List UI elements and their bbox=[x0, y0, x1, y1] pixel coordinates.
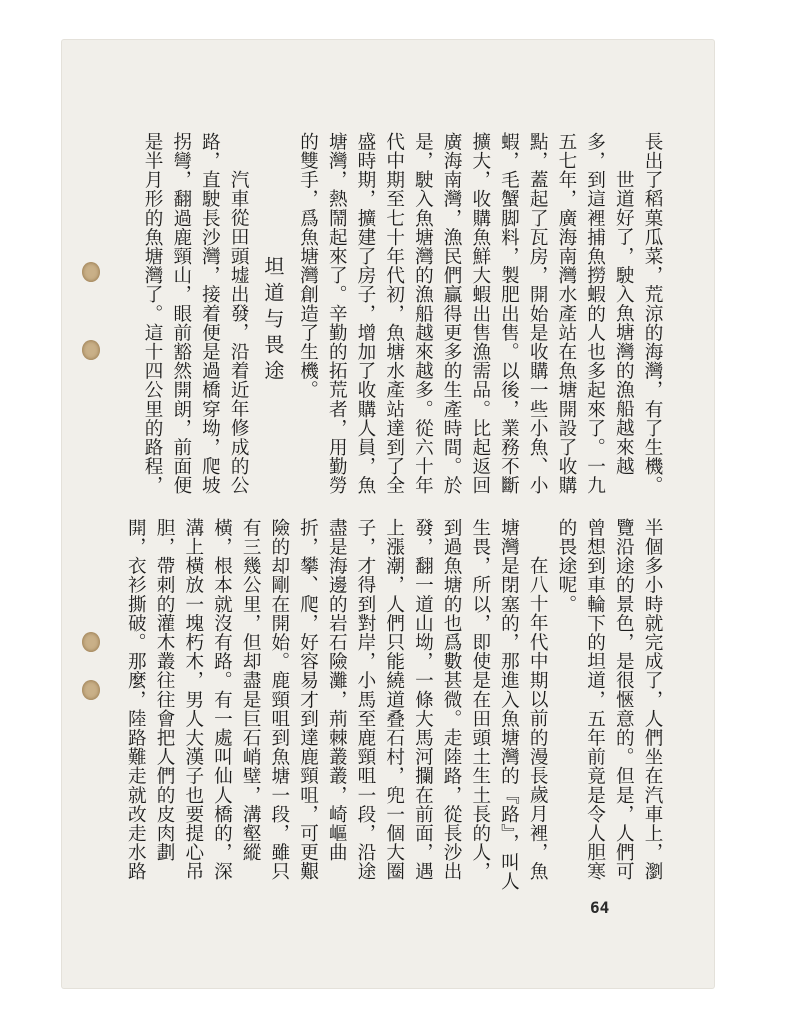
text-line: 五七年，廣海南灣水產站在魚塘開設了收購 bbox=[555, 132, 577, 495]
text-line: 長出了稻菓瓜菜，荒涼的海灣，有了生機。 bbox=[642, 132, 663, 495]
text-line: 曾想到車輪下的坦道，五年前竟是令人胆寒 bbox=[584, 518, 606, 881]
binding-hole-lower bbox=[82, 632, 100, 652]
text-line: 世道好了，駛入魚塘灣的漁船越來越 bbox=[613, 170, 635, 476]
text-line: 路，直駛長沙灣，接着便是過橋穿坳，爬坡 bbox=[199, 132, 221, 495]
text-line: 是，駛入魚塘灣的漁船越來越多。從六十年 bbox=[412, 132, 434, 495]
text-line: 有三幾公里，但却盡是巨石峭壁，溝壑縱 bbox=[240, 518, 262, 862]
page-number: 64 bbox=[590, 898, 610, 917]
book-page bbox=[62, 40, 714, 988]
text-line: 廣海南灣，漁民們贏得更多的生產時間。於 bbox=[441, 132, 463, 495]
text-line: 盡是海邊的岩石險灘，荊棘叢叢，崎嶇曲 bbox=[326, 518, 348, 862]
text-line: 是半月形的魚塘灣了。這十四公里的路程， bbox=[142, 132, 164, 495]
text-line: 半個多小時就完成了，人們坐在汽車上，瀏 bbox=[642, 518, 663, 881]
lower-text-block bbox=[121, 518, 666, 898]
text-line: 代中期至七十年代初，魚塘水產站達到了全 bbox=[383, 132, 405, 495]
section-heading: 坦道与畏途 bbox=[260, 256, 285, 386]
text-line: 盛時期，擴建了房子，增加了收購人員，魚 bbox=[354, 132, 376, 495]
text-line: 塘灣是閉塞的，那進入魚塘灣的『路』，叫人 bbox=[498, 518, 520, 891]
text-line: 汽車從田頭墟出發，沿着近年修成的公 bbox=[228, 170, 250, 495]
text-line: 開，衣衫撕破。那麼，陸路難走就改走水路 bbox=[125, 518, 147, 881]
text-line: 塘灣，熱鬧起來了。辛勤的拓荒者，用勤勞 bbox=[326, 132, 348, 495]
text-line: 蝦，毛蟹脚料，製肥出售。以後，業務不斷 bbox=[498, 132, 520, 495]
text-line: 到過魚塘的也爲數甚微。走陸路，從長沙出 bbox=[441, 518, 463, 881]
text-line: 子，才得到對岸，小馬至鹿頸咀一段，沿途 bbox=[354, 518, 376, 881]
text-line: 的畏途呢。 bbox=[555, 518, 577, 614]
text-line: 的雙手，爲魚塘灣創造了生機。 bbox=[297, 132, 319, 400]
text-line: 擴大，收購魚鮮大蝦出售漁需品。比起返回 bbox=[469, 132, 491, 495]
binding-hole-bottom bbox=[82, 680, 100, 700]
text-line: 上漲潮，人們只能繞道叠石村，兜一個大圈 bbox=[383, 518, 405, 881]
text-line: 生畏，所以，即使是在田頭土生土長的人， bbox=[469, 518, 491, 881]
text-line: 點，蓋起了瓦房，開始是收購一些小魚、小 bbox=[527, 132, 549, 495]
text-line: 險的却剛在開始。鹿頸咀到魚塘一段，雖只 bbox=[268, 518, 290, 881]
text-line: 發，翻一道山坳，一條大馬河攔在前面，遇 bbox=[412, 518, 434, 881]
text-line: 在八十年代中期以前的漫長歲月裡，魚 bbox=[527, 556, 549, 881]
binding-hole-middle bbox=[82, 340, 100, 360]
text-line: 溝上橫放一塊朽木，男人大漢子也要提心吊 bbox=[182, 518, 204, 881]
text-line: 折，攀、爬，好容易才到達鹿頸咀，可更艱 bbox=[297, 518, 319, 881]
text-line: 拐彎，翻過鹿頸山，眼前豁然開朗，前面便 bbox=[170, 132, 192, 495]
text-line: 多，到這裡捕魚撈蝦的人也多起來了。一九 bbox=[584, 132, 606, 495]
text-line: 覽沿途的景色，是很愜意的。但是，人們可 bbox=[613, 518, 635, 881]
text-line: 胆，帶刺的灌木叢往往會把人們的皮肉劃 bbox=[154, 518, 176, 862]
upper-text-block bbox=[121, 132, 666, 508]
text-line: 橫，根本就沒有路。有一處叫仙人橋的，深 bbox=[211, 518, 233, 881]
binding-hole-top bbox=[82, 262, 100, 282]
